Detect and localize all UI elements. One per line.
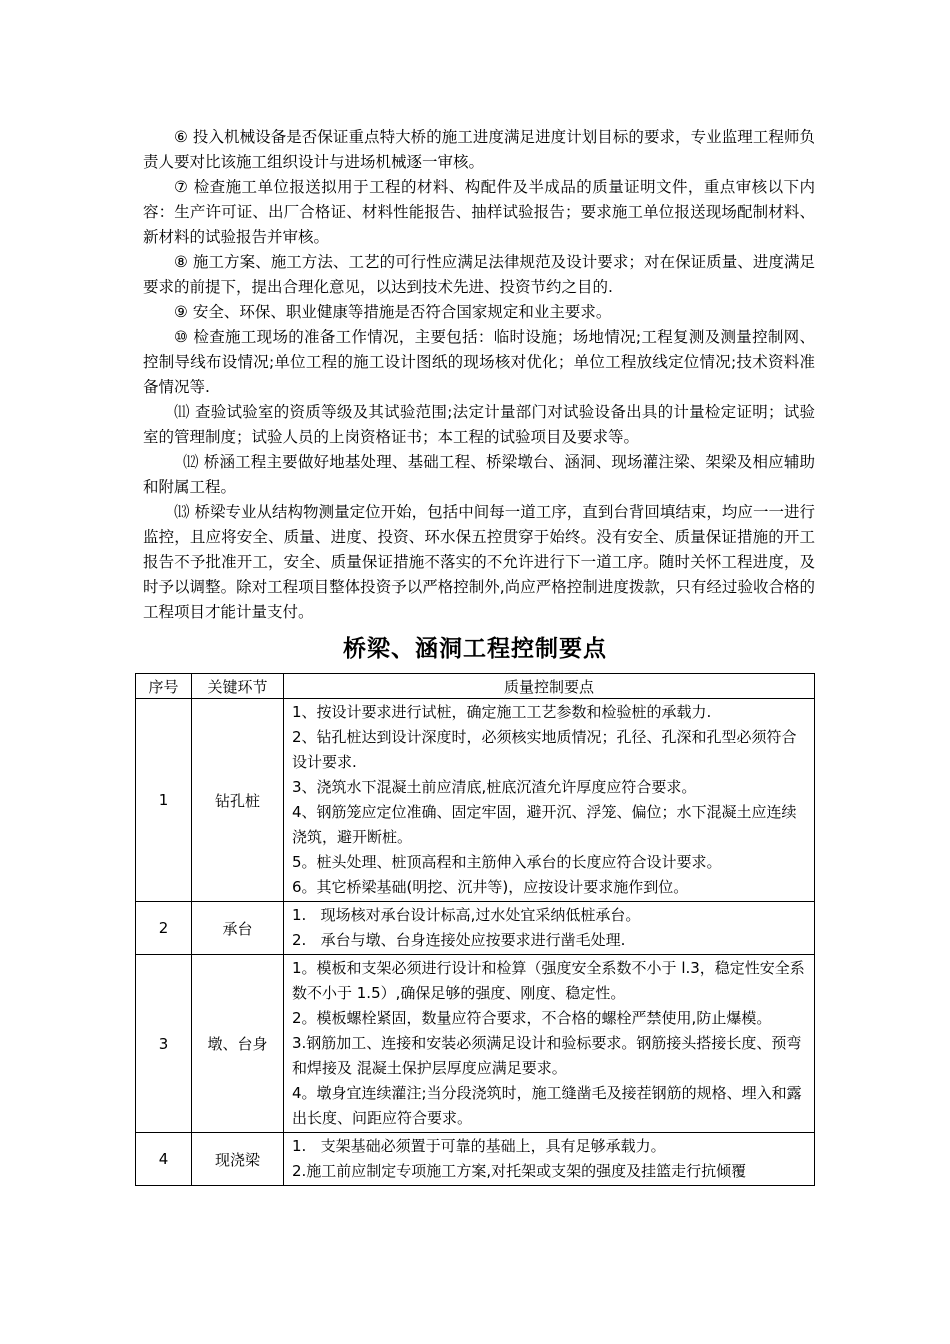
paragraph-10: ⑩ 检查施工现场的准备工作情况，主要包括：临时设施；场地情况;工程复测及测量控制网、控制导线布设情况;单位工程的施工设计图纸的现场核对优化；单位工程放线定位情况;技术资料准备情况等. (143, 328, 815, 396)
paragraph-11: ⑾ 查验试验室的资质等级及其试验范围;法定计量部门对试验设备出具的计量检定证明；试验室的管理制度；试验人员的上岗资格证书；本工程的试验项目及要求等。 (143, 403, 815, 446)
row-no: 1 (136, 699, 192, 902)
row-points (284, 699, 815, 902)
paragraph-12: ⑿ 桥涵工程主要做好地基处理、基础工程、桥梁墩台、涵洞、现场灌注梁、架梁及相应辅助和附属工程。 (143, 453, 815, 496)
header-points: 质量控制要点 (284, 674, 815, 699)
point-item: 3、浇筑水下混凝土前应清底,桩底沉渣允许厚度应符合要求。 (292, 778, 697, 796)
point-item: 6。其它桥梁基础(明挖、沉井等)，应按设计要求施作到位。 (292, 878, 689, 896)
table-header-row (136, 674, 815, 699)
control-points-table (135, 673, 815, 1186)
paragraph-7: ⑦ 检查施工单位报送拟用于工程的材料、构配件及半成品的质量证明文件，重点审核以下内容：生产许可证、出厂合格证、材料性能报告、抽样试验报告；要求施工单位报送现场配制材料、新材料的试验报告并审核。 (143, 178, 815, 246)
row-points (284, 1133, 815, 1186)
row-points (284, 902, 815, 955)
table-row (136, 902, 815, 955)
point-item: 4。墩身宜连续灌注;当分段浇筑时，施工缝凿毛及接茬钢筋的规格、埋入和露出长度、问距应符合要求。 (292, 1084, 802, 1127)
table-row (136, 699, 815, 902)
row-key: 钻孔桩 (192, 699, 284, 902)
row-no: 4 (136, 1133, 192, 1186)
row-key: 墩、台身 (192, 955, 284, 1133)
point-item: 2. 承台与墩、台身连接处应按要求进行凿毛处理. (292, 931, 626, 949)
table-row (136, 1133, 815, 1186)
paragraph-9: ⑨ 安全、环保、职业健康等措施是否符合国家规定和业主要求。 (174, 303, 612, 321)
point-item: 4、钢筋笼应定位准确、固定牢固，避开沉、浮笼、偏位；水下混凝土应连续浇筑，避开断桩。 (292, 803, 797, 846)
header-key: 关键环节 (192, 674, 284, 699)
table-row (136, 955, 815, 1133)
paragraph-6: ⑥ 投入机械设备是否保证重点特大桥的施工进度满足进度计划目标的要求，专业监理工程师负责人要对比该施工组织设计与进场机械逐一审核。 (143, 128, 815, 171)
point-item: 1、按设计要求进行试桩，确定施工工艺参数和检验桩的承载力. (292, 703, 712, 721)
point-item: 2.施工前应制定专项施工方案,对托架或支架的强度及挂篮走行抗倾覆 (292, 1162, 747, 1180)
point-item: 5。桩头处理、桩顶高程和主筋伸入承台的长度应符合设计要求。 (292, 853, 722, 871)
point-item: 1. 现场核对承台设计标高,过水处宜采纳低桩承台。 (292, 906, 641, 924)
point-item: 2、钻孔桩达到设计深度时，必须核实地质情况；孔径、孔深和孔型必须符合设计要求. (292, 728, 797, 771)
header-no: 序号 (136, 674, 192, 699)
row-points (284, 955, 815, 1133)
row-no: 3 (136, 955, 192, 1133)
point-item: 1. 支架基础必须置于可靠的基础上，具有足够承载力。 (292, 1137, 666, 1155)
row-key: 现浇梁 (192, 1133, 284, 1186)
row-no: 2 (136, 902, 192, 955)
table-title: 桥梁、涵洞工程控制要点 (343, 636, 607, 662)
point-item: 2。模板螺栓紧固，数量应符合要求，不合格的螺栓严禁使用,防止爆模。 (292, 1009, 772, 1027)
point-item: 1。模板和支架必须进行设计和检算（强度安全系数不小于 l.3，稳定性安全系数不小于 1.5）,确保足够的强度、刚度、稳定性。 (292, 959, 805, 1002)
paragraph-8: ⑧ 施工方案、施工方法、工艺的可行性应满足法律规范及设计要求；对在保证质量、进度满足要求的前提下，提出合理化意见，以达到技术先进、投资节约之目的. (143, 253, 815, 296)
point-item: 3.钢筋加工、连接和安装必须满足设计和验标要求。钢筋接头搭接长度、预弯和焊接及 混凝土保护层厚度应满足要求。 (292, 1034, 802, 1077)
body-paragraphs (143, 125, 815, 625)
row-key: 承台 (192, 902, 284, 955)
paragraph-13: ⒀ 桥梁专业从结构物测量定位开始，包括中间每一道工序，直到台背回填结束，均应一一进行监控，且应将安全、质量、进度、投资、环水保五控贯穿于始终。没有安全、质量保证措施的开工报告不予批准开工，安全、质量保证措施不落实的不允许进行下一道工序。随时关怀工程进度，及时予以调整。除对工程项目整体投资予以严格控制外,尚应严格控制进度拨款，只有经过验收合格的工程项目才能计量支付。 (143, 503, 815, 621)
